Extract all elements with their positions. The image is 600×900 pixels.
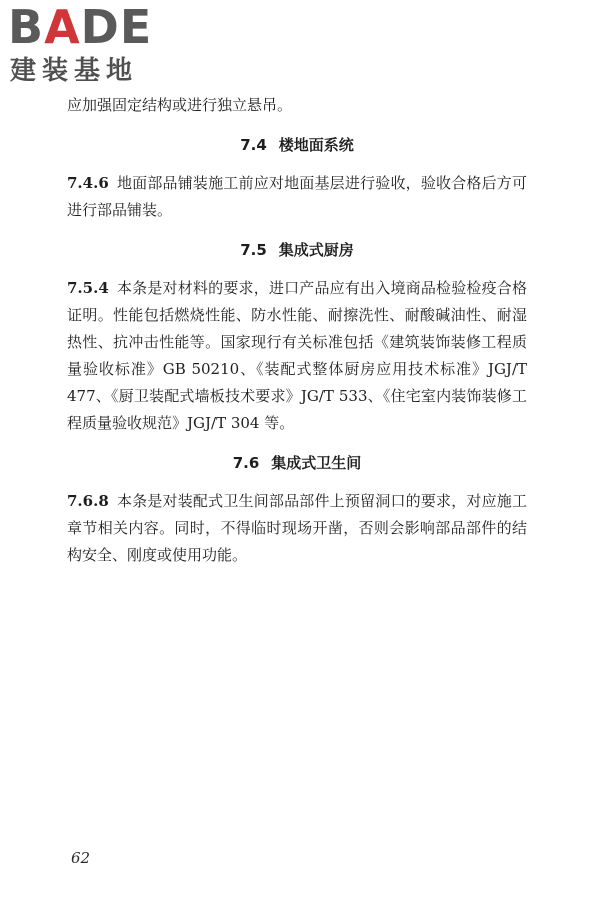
section-number: 7.5 xyxy=(240,241,267,259)
logo-subtitle: 建装基地 xyxy=(10,56,139,86)
section-number: 7.6 xyxy=(232,454,260,472)
clause-7-5-4 xyxy=(67,275,527,437)
section-title: 楼地面系统 xyxy=(278,136,354,154)
clause-text: 本条是对材料的要求，进口产品应有出入境商品检验检疫合格证明。性能包括燃烧性能、防水性能、耐擦洗性、耐酸碱油性、耐湿热性、抗冲击性能等。国家现行有关标准包括《建筑装饰装修工程质量验收标准》GB 50210、《装配式整体厨房应用技术标准》JGJ/T 477、《厨卫装配式墙板技术要求》JG/T 533、《住宅室内装饰装修工程质量验收规范》JGJ/T 304 等。 xyxy=(67,279,527,432)
page-number: 62 xyxy=(71,849,91,867)
clause-text: 地面部品铺装施工前应对地面基层进行验收，验收合格后方可进行部品铺装。 xyxy=(67,174,527,219)
logo-wordmark xyxy=(8,0,153,54)
intro-paragraph: 应加强固定结构或进行独立悬吊。 xyxy=(67,96,293,114)
section-heading-7-5 xyxy=(67,237,527,264)
logo-letters-de: DE xyxy=(80,0,153,54)
clause-number: 7.4.6 xyxy=(67,174,109,192)
bade-logo xyxy=(8,0,178,88)
logo-letter-a: A xyxy=(44,0,81,54)
clause-7-6-8 xyxy=(67,488,527,569)
section-heading-7-4 xyxy=(67,132,527,159)
section-heading-7-6 xyxy=(67,450,527,477)
clause-text: 本条是对装配式卫生间部品部件上预留洞口的要求，对应施工章节相关内容。同时，不得临时现场开凿，否则会影响部品部件的结构安全、刚度或使用功能。 xyxy=(67,492,527,564)
document-body xyxy=(67,92,527,569)
section-title: 集成式厨房 xyxy=(278,241,354,259)
section-title: 集成式卫生间 xyxy=(271,454,362,472)
clause-7-4-6 xyxy=(67,170,527,224)
clause-number: 7.5.4 xyxy=(67,279,109,297)
logo-letter-b: B xyxy=(8,0,45,54)
clause-number: 7.6.8 xyxy=(67,492,109,510)
section-number: 7.4 xyxy=(240,136,267,154)
